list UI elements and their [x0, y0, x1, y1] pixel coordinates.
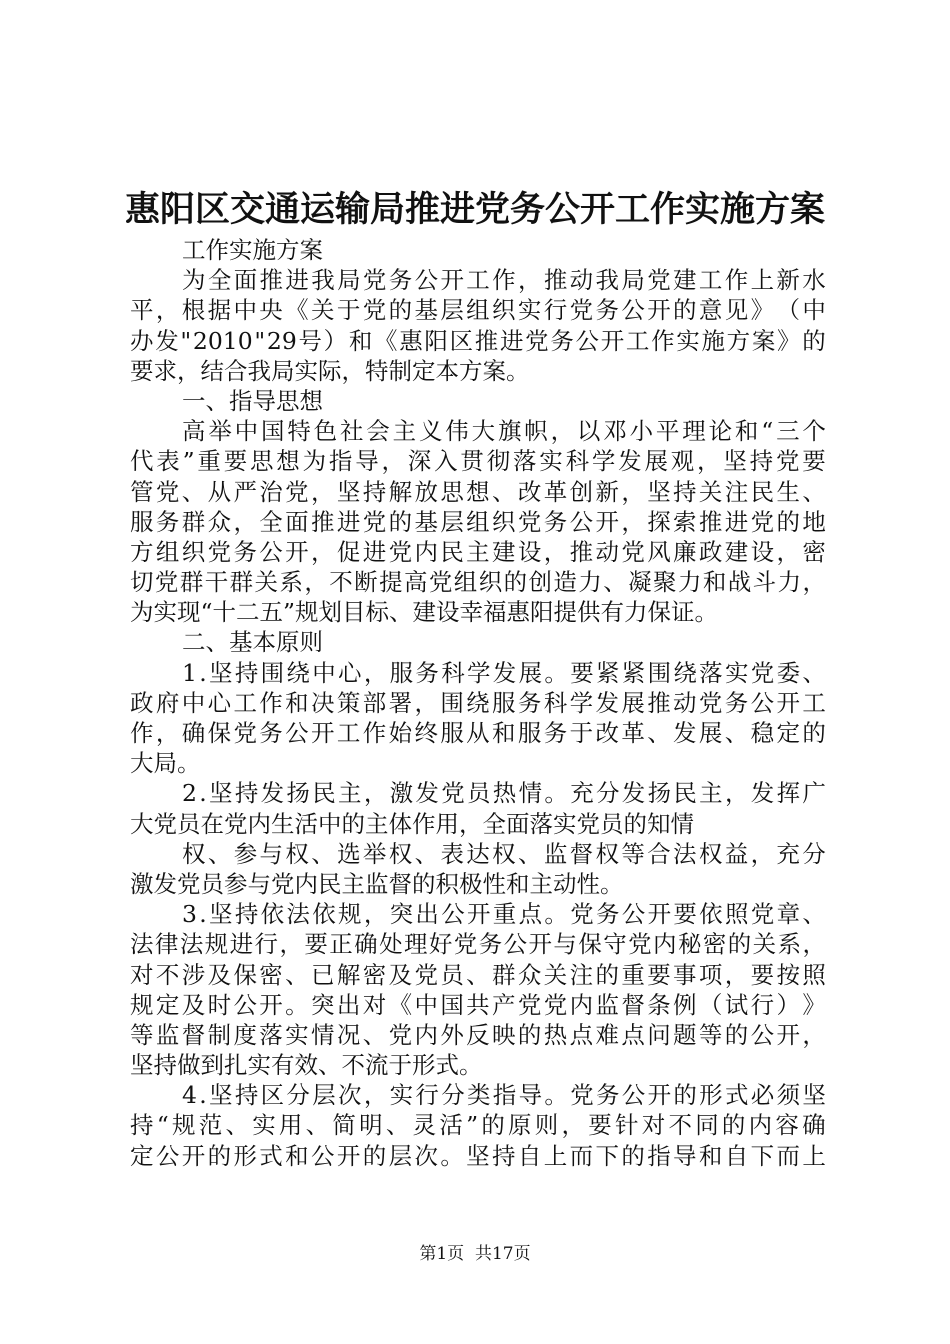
text-line: 激发党员参与党内民主监督的积极性和主动性。 — [130, 869, 624, 898]
text-line: 方 组 织 党 务 公 开 ， 促 进 党 内 民 主 建 设 ， 推 动 党 风 廉 政 建 设 ， 密 — [130, 537, 826, 566]
text-line: 规 定 及 时 公 开 。 突 出 对 《 中 国 共 产 党 党 内 监 督 条 例 （ 试 行 ） 》 — [130, 990, 826, 1019]
text-line: 一、指导思想 — [182, 386, 323, 415]
text-line: 法 律 法 规 进 行 ， 要 正 确 处 理 好 党 务 公 开 与 保 守 党 内 秘 密 的 关 系 ， — [130, 930, 826, 959]
text-line: 等 监 督 制 度 落 实 情 况 、 党 内 外 反 映 的 热 点 难 点 问 题 等 的 公 开 ， — [130, 1020, 826, 1049]
text-line: 大局。 — [130, 749, 201, 778]
text-line: 大党员在党内生活中的主体作用，全面落实党员的知情 — [130, 809, 694, 838]
document-title: 惠阳区交通运输局推进党务公开工作实施方案 — [124, 189, 825, 230]
text-line: 坚持做到扎实有效、不流于形式。 — [130, 1051, 483, 1080]
page-footer: 第1页 共17页 — [419, 1244, 531, 1264]
text-line: 办 发 " 2010 " 29 号 ） 和 《 惠 阳 区 推 进 党 务 公 开 工 作 实 施 方 案 》 的 — [130, 326, 826, 355]
text-line: 二、基本原则 — [182, 628, 323, 657]
document-body — [130, 235, 826, 1171]
text-line: 代 表 ” 重 要 思 想 为 指 导 ， 深 入 贯 彻 落 实 科 学 发 展 观 ， 坚 持 党 要 — [130, 447, 826, 476]
text-line: 对 不 涉 及 保 密 、 已 解 密 及 党 员 、 群 众 关 注 的 重 要 事 项 ， 要 按 照 — [130, 960, 826, 989]
text-line: 1 . 坚 持 围 绕 中 心 ， 服 务 科 学 发 展 。 要 紧 紧 围 绕 落 实 党 委 、 — [182, 658, 826, 687]
text-line: 为 全 面 推 进 我 局 党 务 公 开 工 作 ， 推 动 我 局 党 建 工 作 上 新 水 — [182, 266, 826, 295]
text-line: 4 . 坚 持 区 分 层 次 ， 实 行 分 类 指 导 。 党 务 公 开 的 形 式 必 须 坚 — [182, 1081, 826, 1110]
text-line: 政 府 中 心 工 作 和 决 策 部 署 ， 围 绕 服 务 科 学 发 展 推 动 党 务 公 开 工 — [130, 688, 826, 717]
text-line: 作 ， 确 保 党 务 公 开 工 作 始 终 服 从 和 服 务 于 改 革 、 发 展 、 稳 定 的 — [130, 719, 826, 747]
text-line: 要求，结合我局实际，特制定本方案。 — [130, 356, 530, 385]
text-line: 2 . 坚 持 发 扬 民 主 ， 激 发 党 员 热 情 。 充 分 发 扬 民 主 ， 发 挥 广 — [182, 779, 826, 808]
text-line: 高 举 中 国 特 色 社 会 主 义 伟 大 旗 帜 ， 以 邓 小 平 理 论 和 “ 三 个 — [182, 417, 826, 446]
text-line: 3 . 坚 持 依 法 依 规 ， 突 出 公 开 重 点 。 党 务 公 开 要 依 照 党 章 、 — [182, 900, 826, 929]
text-line: 工作实施方案 — [182, 236, 323, 264]
text-line: 持 “ 规 范 、 实 用 、 简 明 、 灵 活 ” 的 原 则 ， 要 针 对 不 同 的 内 容 确 — [130, 1111, 826, 1140]
text-line: 平 ， 根 据 中 央 《 关 于 党 的 基 层 组 织 实 行 党 务 公 开 的 意 见 》 （ 中 — [130, 296, 826, 325]
text-line: 管 党 、 从 严 治 党 ， 坚 持 解 放 思 想 、 改 革 创 新 ， 坚 持 关 注 民 生 、 — [130, 477, 826, 506]
text-line: 权 、 参 与 权 、 选 举 权 、 表 达 权 、 监 督 权 等 合 法 权 益 ， 充 分 — [182, 839, 826, 868]
text-line: 服 务 群 众 ， 全 面 推 进 党 的 基 层 组 织 党 务 公 开 ， 探 索 推 进 党 的 地 — [130, 507, 826, 536]
text-line: 定 公 开 的 形 式 和 公 开 的 层 次 。 坚 持 自 上 而 下 的 指 导 和 自 下 而 上 — [130, 1141, 826, 1170]
text-line: 切 党 群 干 群 关 系 ， 不 断 提 高 党 组 织 的 创 造 力 、 凝 聚 力 和 战 斗 力 ， — [130, 568, 826, 597]
text-line: 为实现“十二五”规划目标、建设幸福惠阳提供有力保证。 — [130, 598, 719, 627]
